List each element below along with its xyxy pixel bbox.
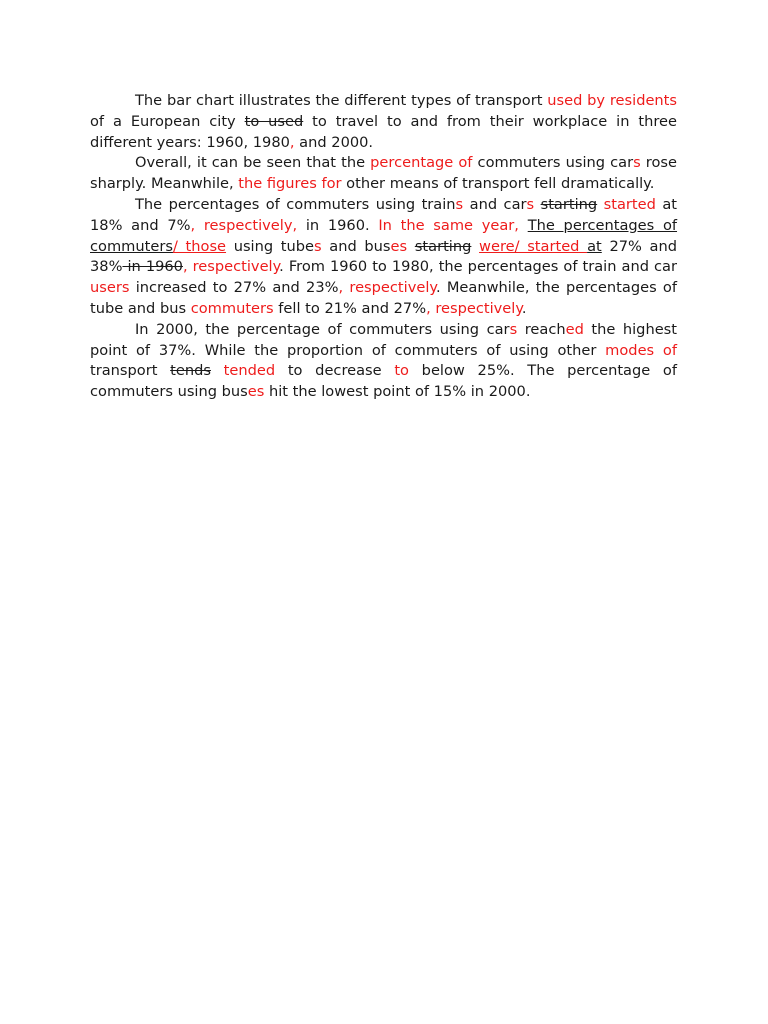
text-run: reach [517, 320, 566, 338]
text-run: to decrease [275, 362, 395, 380]
text-run: The bar chart illustrates the different types of transport [135, 92, 548, 109]
text-run: below 25%. The percentage of commuters using bus [90, 362, 677, 401]
struck-text: in 1960 [122, 258, 183, 276]
text-run: and bus [321, 237, 391, 255]
correction-text: In the same year, [378, 216, 519, 234]
text-run: and car [463, 195, 527, 213]
correction-text: es [390, 237, 408, 255]
text-run: hit the lowest point of 15% in 2000. [264, 383, 531, 401]
text-run [407, 238, 415, 255]
correction-text: were/ started [479, 237, 588, 255]
text-run: in 1960. [297, 216, 379, 234]
text-run [471, 238, 479, 255]
text-run: other means of transport fell dramatically. [341, 175, 655, 193]
text-run: to travel to and from their workplace in three different years: 1960, 1980 [90, 112, 677, 151]
correction-text: modes of [605, 341, 678, 359]
correction-text: , respectively [182, 258, 280, 276]
text-run: commuters using car [472, 154, 634, 172]
text-run: . [521, 299, 527, 317]
text-run: Overall, it can be seen that the [135, 154, 371, 172]
correction-text: s [314, 237, 322, 255]
correction-text: s [526, 195, 535, 213]
paragraph-introduction [90, 91, 677, 153]
text-run [519, 217, 528, 234]
correction-text: tended [223, 362, 276, 380]
correction-text: , respectively, [190, 216, 298, 234]
correction-text: to [394, 362, 409, 380]
text-run: the highest point of 37%. While the proportion of commuters of using other [90, 320, 677, 359]
struck-text: starting [540, 195, 598, 213]
underlined-text: The percentages of commuters [90, 216, 678, 255]
paragraph-details-1960-1980 [90, 195, 677, 320]
paragraph-details-2000 [90, 320, 677, 403]
underlined-text: at [587, 237, 602, 255]
text-run: 27% and 38% [90, 237, 678, 276]
correction-text: s [455, 195, 464, 213]
text-run: . From 1960 to 1980, the percentages of train and car [279, 258, 677, 276]
correction-text: es [247, 383, 265, 401]
text-run: increased to 27% and 23% [129, 279, 339, 297]
correction-text: , [289, 133, 295, 151]
correction-text: / those [172, 237, 227, 255]
correction-text: the figures for [238, 175, 342, 193]
text-run: using tube [226, 237, 315, 255]
text-run: . Meanwhile, the percentages of tube and bus [90, 279, 677, 317]
text-run: at 18% and 7% [90, 195, 677, 234]
correction-text: ed [565, 320, 584, 338]
text-run: fell to 21% and 27% [273, 299, 427, 317]
paragraph-overview [90, 153, 677, 195]
text-run: and 2000. [294, 133, 374, 151]
struck-text: tends [170, 362, 211, 380]
struck-text: to used [244, 112, 304, 130]
text-run: rose sharply. Meanwhile, [90, 154, 677, 193]
correction-text: used by residents [547, 92, 678, 109]
text-run: In 2000, the percentage of commuters using car [135, 320, 510, 338]
struck-text: starting [414, 237, 472, 255]
correction-text: percentage of [370, 154, 473, 172]
text-run: of a European city [90, 112, 245, 130]
correction-text: commuters [190, 299, 274, 317]
essay-body [90, 91, 677, 403]
correction-text: , respectively [426, 299, 522, 317]
text-run: The percentages of commuters using train [135, 195, 456, 213]
correction-text: users [90, 279, 130, 297]
correction-text: s [509, 320, 518, 338]
correction-text: started [603, 195, 656, 213]
text-run: transport [90, 362, 171, 380]
correction-text: s [633, 154, 641, 172]
correction-text: , respectively [338, 279, 436, 297]
text-run [211, 362, 224, 379]
